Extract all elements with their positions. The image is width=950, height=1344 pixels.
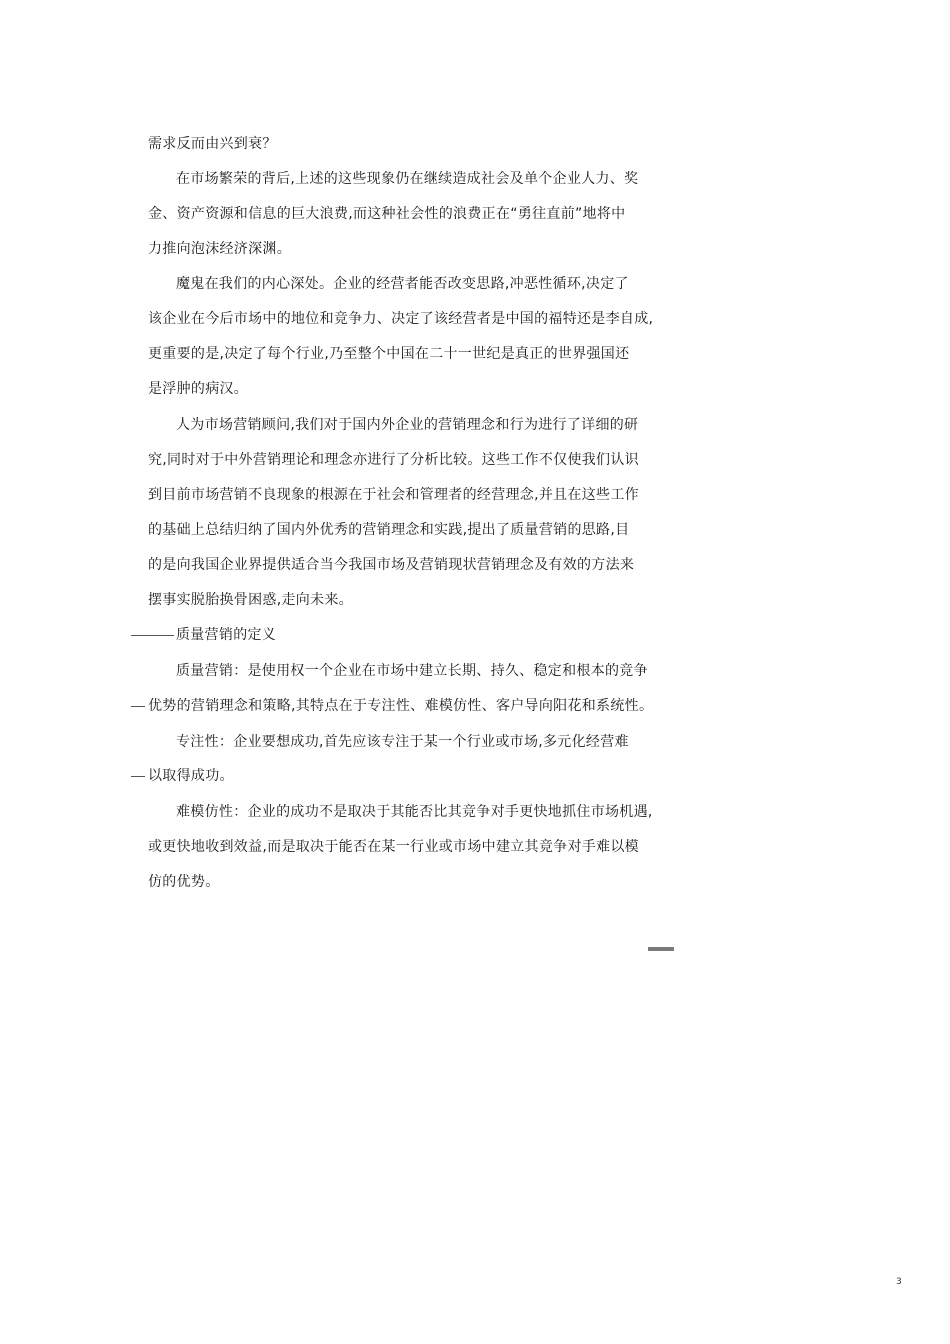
text-line: 或更快地收到效益,而是取决于能否在某一行业或市场中建立其竞争对手难以模	[148, 839, 639, 855]
paragraph-first-line: 质量营销：是使用权一个企业在市场中建立长期、持久、稳定和根本的竞争	[176, 663, 648, 679]
text-line: 力推向泡沫经济深渊。	[148, 241, 291, 257]
text-line: 仿的优势。	[148, 874, 220, 890]
paragraph-first-line: 魔鬼在我们的内心深处。企业的经营者能否改变思路,冲恶性循环,决定了	[176, 276, 629, 292]
text-line: 的是向我国企业界提供适合当今我国市场及营销现状营销理念及有效的方法来	[148, 557, 635, 573]
text-line: 是浮肿的病汉。	[148, 381, 249, 397]
text-line: 更重要的是,决定了每个行业,乃至整个中国在二十一世纪是真正的世界强国还	[148, 346, 630, 362]
section-rule	[131, 635, 174, 636]
paragraph-first-line: 难模仿性：企业的成功不是取决于其能否比其竞争对手更快地抓住市场机遇,	[176, 804, 653, 820]
text-line: 金、资产资源和信息的巨大浪费,而这种社会性的浪费正在“勇往直前”地将中	[148, 206, 626, 222]
text-line: 究,同时对于中外营销理论和理念亦进行了分析比较。这些工作不仅使我们认识	[148, 452, 639, 468]
text-line: 以取得成功。	[148, 768, 234, 784]
decorative-bar	[648, 947, 674, 951]
text-line: 摆事实脱胎换骨困惑,走向未来。	[148, 592, 353, 608]
paragraph-first-line: 在市场繁荣的背后,上述的这些现象仍在继续造成社会及单个企业人力、奖	[176, 171, 639, 187]
margin-rule	[131, 706, 145, 707]
text-line: 优势的营销理念和策略,其特点在于专注性、难模仿性、客户导向阳花和系统性。	[148, 698, 654, 714]
text-line: 需求反而由兴到衰？	[148, 136, 277, 152]
text-line: 到目前市场营销不良现象的根源在于社会和管理者的经营理念,并且在这些工作	[148, 487, 639, 503]
paragraph-first-line: 专注性：企业要想成功,首先应该专注于某一个行业或市场,多元化经营难	[176, 734, 629, 750]
text-line: 该企业在今后市场中的地位和竞争力、决定了该经营者是中国的福特还是李自成,	[148, 311, 654, 327]
section-heading: 质量营销的定义	[176, 627, 277, 643]
margin-rule	[131, 776, 145, 777]
page-number: 3	[896, 1277, 902, 1287]
text-line: 的基础上总结归纳了国内外优秀的营销理念和实践,提出了质量营销的思路,目	[148, 522, 630, 538]
paragraph-first-line: 人为市场营销顾问,我们对于国内外企业的营销理念和行为进行了详细的研	[176, 417, 639, 433]
